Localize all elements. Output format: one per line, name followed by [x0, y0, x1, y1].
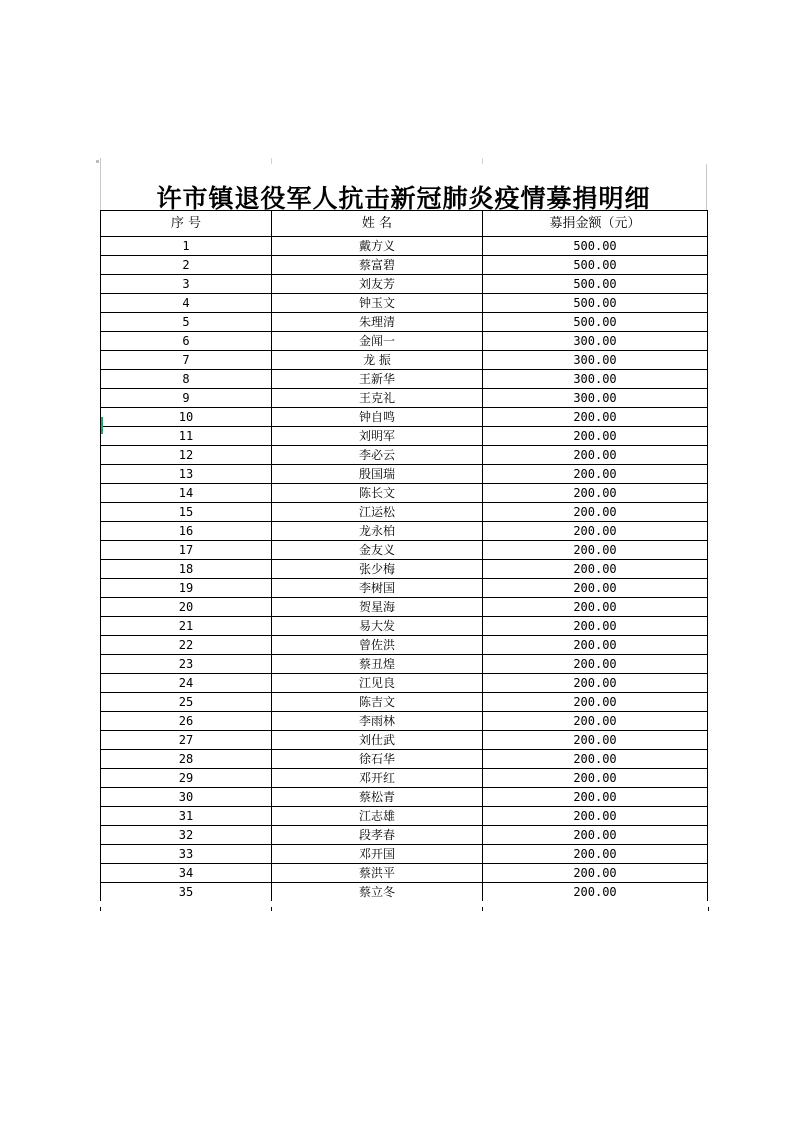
cell-index[interactable]: 3	[101, 275, 272, 294]
table-row	[101, 503, 708, 522]
cell-name[interactable]: 金友义	[272, 541, 483, 560]
column-header-strip	[100, 158, 707, 164]
cell-index[interactable]: 32	[101, 826, 272, 845]
cell-name[interactable]: 朱理清	[272, 313, 483, 332]
table-row	[101, 807, 708, 826]
active-cell-indicator	[101, 417, 103, 434]
cell-name[interactable]: 易大发	[272, 617, 483, 636]
cell-amount[interactable]: 200.00	[483, 408, 708, 427]
cell-index[interactable]: 29	[101, 769, 272, 788]
cell-index[interactable]: 18	[101, 560, 272, 579]
table-row	[101, 408, 708, 427]
cell-index[interactable]: 25	[101, 693, 272, 712]
table-row	[101, 237, 708, 256]
table-row	[101, 788, 708, 807]
cell-name[interactable]: 江运松	[272, 503, 483, 522]
cell-name[interactable]: 刘明军	[272, 427, 483, 446]
cell-amount[interactable]: 200.00	[483, 503, 708, 522]
cell-name[interactable]: 蔡洪平	[272, 864, 483, 883]
table-row	[101, 275, 708, 294]
cell-amount[interactable]: 200.00	[483, 731, 708, 750]
cell-index[interactable]: 7	[101, 351, 272, 370]
cell-index[interactable]: 28	[101, 750, 272, 769]
cell-name[interactable]: 段孝春	[272, 826, 483, 845]
cell-amount[interactable]: 200.00	[483, 484, 708, 503]
cell-amount[interactable]: 200.00	[483, 579, 708, 598]
cell-index[interactable]: 17	[101, 541, 272, 560]
cell-index[interactable]: 30	[101, 788, 272, 807]
table-row	[101, 750, 708, 769]
table-row	[101, 617, 708, 636]
table-row	[101, 712, 708, 731]
cell-name[interactable]: 李必云	[272, 446, 483, 465]
cell-index[interactable]: 11	[101, 427, 272, 446]
cell-name[interactable]: 蔡松青	[272, 788, 483, 807]
table-row	[101, 693, 708, 712]
cell-index[interactable]: 8	[101, 370, 272, 389]
cell-name[interactable]: 邓开国	[272, 845, 483, 864]
cell-name[interactable]: 龙 振	[272, 351, 483, 370]
cell-index[interactable]: 19	[101, 579, 272, 598]
row-header-marker	[96, 160, 99, 163]
table-row	[101, 845, 708, 864]
table-row	[101, 636, 708, 655]
table-row	[101, 256, 708, 275]
column-header-name: 姓 名	[272, 211, 483, 237]
cell-amount[interactable]: 200.00	[483, 693, 708, 712]
cell-index[interactable]: 15	[101, 503, 272, 522]
cell-name[interactable]: 贺星海	[272, 598, 483, 617]
donation-table	[100, 210, 708, 901]
title-row	[100, 164, 707, 213]
cell-index[interactable]: 16	[101, 522, 272, 541]
cell-amount[interactable]: 200.00	[483, 826, 708, 845]
cell-amount[interactable]: 200.00	[483, 560, 708, 579]
table-row	[101, 560, 708, 579]
cell-amount[interactable]: 200.00	[483, 617, 708, 636]
cell-amount[interactable]: 200.00	[483, 750, 708, 769]
cell-name[interactable]: 王克礼	[272, 389, 483, 408]
cell-amount[interactable]: 200.00	[483, 465, 708, 484]
table-row	[101, 446, 708, 465]
cell-amount[interactable]: 200.00	[483, 788, 708, 807]
cell-index[interactable]: 4	[101, 294, 272, 313]
truncated-row	[100, 907, 709, 911]
cell-name[interactable]: 殷国瑞	[272, 465, 483, 484]
cell-name[interactable]: 陈吉文	[272, 693, 483, 712]
cell-amount[interactable]: 300.00	[483, 389, 708, 408]
cell-name[interactable]: 钟玉文	[272, 294, 483, 313]
cell-amount[interactable]: 500.00	[483, 237, 708, 256]
cell-amount[interactable]: 200.00	[483, 845, 708, 864]
cell-index[interactable]: 12	[101, 446, 272, 465]
cell-index[interactable]: 6	[101, 332, 272, 351]
cell-amount[interactable]: 200.00	[483, 864, 708, 883]
cell-name[interactable]: 江志雄	[272, 807, 483, 826]
cell-amount[interactable]: 200.00	[483, 446, 708, 465]
spreadsheet-page	[100, 158, 707, 901]
page-title: 许市镇退役军人抗击新冠肺炎疫情募捐明细	[156, 183, 651, 213]
cell-name[interactable]: 张少梅	[272, 560, 483, 579]
table-row	[101, 332, 708, 351]
cell-amount[interactable]: 200.00	[483, 636, 708, 655]
cell-name[interactable]: 陈长文	[272, 484, 483, 503]
table-row	[101, 541, 708, 560]
table-row	[101, 731, 708, 750]
cell-index[interactable]: 22	[101, 636, 272, 655]
table-row	[101, 484, 708, 503]
cell-index[interactable]: 26	[101, 712, 272, 731]
cell-index[interactable]: 21	[101, 617, 272, 636]
cell-index[interactable]: 34	[101, 864, 272, 883]
cell-amount[interactable]: 300.00	[483, 370, 708, 389]
cell-index[interactable]: 33	[101, 845, 272, 864]
cell-index[interactable]: 5	[101, 313, 272, 332]
cell-name[interactable]: 龙永柏	[272, 522, 483, 541]
column-header-amount: 募捐金额（元）	[483, 211, 708, 237]
table-row	[101, 294, 708, 313]
cell-amount[interactable]: 200.00	[483, 598, 708, 617]
cell-amount[interactable]: 200.00	[483, 541, 708, 560]
cell-index[interactable]: 10	[101, 408, 272, 427]
cell-index[interactable]: 2	[101, 256, 272, 275]
cell-amount[interactable]: 300.00	[483, 332, 708, 351]
table-row	[101, 579, 708, 598]
table-row	[101, 769, 708, 788]
table-row	[101, 655, 708, 674]
column-divider	[271, 907, 272, 911]
cell-amount[interactable]: 200.00	[483, 769, 708, 788]
cell-amount[interactable]: 200.00	[483, 427, 708, 446]
cell-index[interactable]: 35	[101, 883, 272, 902]
table-row	[101, 883, 708, 902]
table-row	[101, 864, 708, 883]
cell-name[interactable]: 金闻一	[272, 332, 483, 351]
column-header-index: 序 号	[101, 211, 272, 237]
table-body	[101, 237, 708, 902]
cell-amount[interactable]: 500.00	[483, 313, 708, 332]
column-divider	[482, 907, 483, 911]
cell-name[interactable]: 蔡富碧	[272, 256, 483, 275]
table-row	[101, 522, 708, 541]
cell-amount[interactable]: 200.00	[483, 712, 708, 731]
cell-name[interactable]: 蔡丑煌	[272, 655, 483, 674]
table-header-row	[101, 211, 708, 237]
cell-name[interactable]: 刘友芳	[272, 275, 483, 294]
cell-index[interactable]: 9	[101, 389, 272, 408]
cell-amount[interactable]: 200.00	[483, 655, 708, 674]
cell-name[interactable]: 邓开红	[272, 769, 483, 788]
cell-amount[interactable]: 200.00	[483, 674, 708, 693]
table-row	[101, 313, 708, 332]
cell-index[interactable]: 14	[101, 484, 272, 503]
cell-name[interactable]: 李雨林	[272, 712, 483, 731]
cell-index[interactable]: 31	[101, 807, 272, 826]
table-row	[101, 674, 708, 693]
table-row	[101, 826, 708, 845]
table-row	[101, 598, 708, 617]
cell-name[interactable]: 戴方义	[272, 237, 483, 256]
cell-index[interactable]: 1	[101, 237, 272, 256]
cell-amount[interactable]: 500.00	[483, 256, 708, 275]
cell-index[interactable]: 27	[101, 731, 272, 750]
column-divider	[482, 158, 483, 164]
column-divider	[271, 158, 272, 164]
cell-name[interactable]: 钟自鸣	[272, 408, 483, 427]
cell-amount[interactable]: 300.00	[483, 351, 708, 370]
cell-amount[interactable]: 200.00	[483, 522, 708, 541]
table-row	[101, 427, 708, 446]
table-row	[101, 465, 708, 484]
cell-index[interactable]: 20	[101, 598, 272, 617]
table-row	[101, 370, 708, 389]
cell-name[interactable]: 刘仕武	[272, 731, 483, 750]
cell-name[interactable]: 王新华	[272, 370, 483, 389]
table-row	[101, 389, 708, 408]
cell-index[interactable]: 24	[101, 674, 272, 693]
cell-name[interactable]: 李树国	[272, 579, 483, 598]
cell-name[interactable]: 曾佐洪	[272, 636, 483, 655]
cell-index[interactable]: 23	[101, 655, 272, 674]
cell-name[interactable]: 蔡立冬	[272, 883, 483, 902]
cell-amount[interactable]: 500.00	[483, 294, 708, 313]
cell-amount[interactable]: 200.00	[483, 807, 708, 826]
cell-amount[interactable]: 200.00	[483, 883, 708, 902]
cell-name[interactable]: 江见良	[272, 674, 483, 693]
cell-index[interactable]: 13	[101, 465, 272, 484]
table-row	[101, 351, 708, 370]
cell-amount[interactable]: 500.00	[483, 275, 708, 294]
cell-name[interactable]: 徐石华	[272, 750, 483, 769]
